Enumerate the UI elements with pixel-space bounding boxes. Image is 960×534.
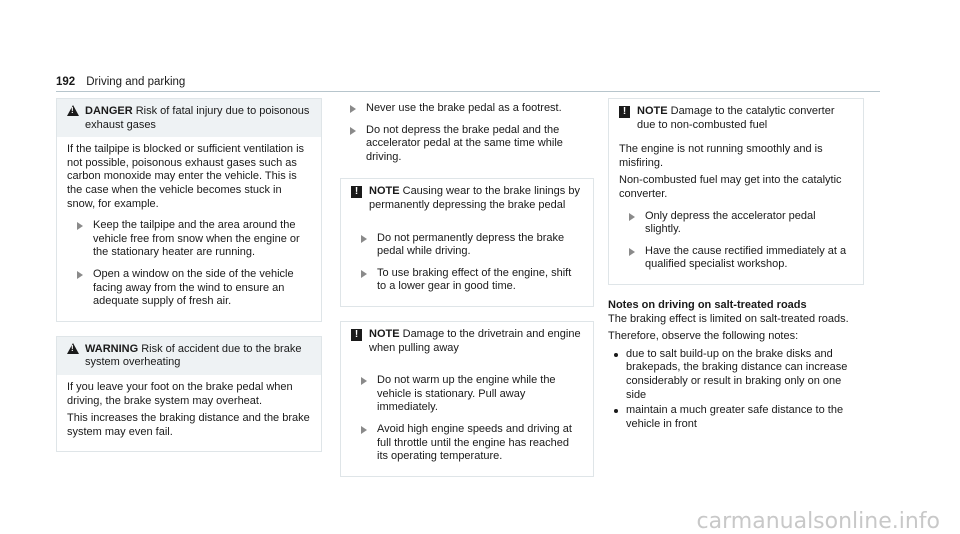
column-right [608, 98, 864, 433]
step-arrow-icon [77, 222, 83, 230]
warning-triangle-icon [67, 105, 79, 121]
note-drivetrain-label: NOTE [369, 327, 400, 340]
page-header [56, 76, 880, 90]
header-divider [56, 91, 880, 92]
danger-label: DANGER [85, 105, 133, 117]
warning-body-1: If you leave your foot on the brake pedal when driving, the brake system may overheat. [67, 380, 293, 407]
step-arrow-icon [361, 426, 367, 434]
note-catalytic-step-2: Have the cause rectified immediately at a qualified specialist workshop. [619, 245, 853, 272]
warning-triangle-icon [67, 343, 79, 359]
step-arrow-icon [629, 248, 635, 256]
step-arrow-icon [350, 105, 356, 113]
note-catalytic-body-2: Non-combusted fuel may get into the catalytic converter. [619, 174, 842, 200]
exclamation-note-icon: ! [351, 185, 362, 199]
danger-title: Risk of fatal injury due to poisonous exhaust gases [85, 105, 310, 131]
step-arrow-icon [361, 270, 367, 278]
list-item: maintain a much greater safe distance to the vehicle in front [608, 404, 864, 431]
note-brake-label: NOTE [369, 185, 400, 198]
note-catalytic-body-1: The engine is not running smoothly and is misfiring. [619, 143, 823, 169]
note-catalytic-box [608, 98, 864, 285]
danger-body: If the tailpipe is blocked or sufficient ventilation is not possible, poisonous exhaust gases such as carbon monoxide may enter the vehicle. This is the case when the vehicle becomes stuck in snow, for example. [67, 143, 305, 210]
note-catalytic-title: Damage to the catalytic converter due to non-combusted fuel [637, 105, 835, 131]
note-brake-box [340, 178, 594, 307]
step-arrow-icon [361, 235, 367, 243]
warning-box [56, 336, 322, 453]
note-drivetrain-title: Damage to the drivetrain and engine when pulling away [369, 327, 581, 354]
footrest-step: Never use the brake pedal as a footrest. [340, 102, 594, 116]
watermark: carmanualsonline.info [696, 509, 940, 534]
note-drivetrain-header [341, 322, 593, 360]
warning-label: WARNING [85, 342, 139, 355]
note-brake-step-2: To use braking effect of the engine, shift to a lower gear in good time. [351, 267, 583, 294]
salt-section-lead: Therefore, observe the following notes: [608, 330, 799, 343]
bullet-dot-icon [614, 353, 618, 357]
column-left [56, 98, 322, 466]
note-brake-header [341, 179, 593, 217]
note-catalytic-step-1: Only depress the accelerator pedal slightly. [619, 210, 853, 237]
exclamation-note-icon: ! [351, 328, 362, 342]
salt-section [608, 299, 864, 431]
salt-section-title: Notes on driving on salt-treated roads [608, 298, 807, 311]
exclamation-note-icon: ! [619, 105, 630, 119]
column-middle [340, 98, 594, 491]
step-arrow-icon [77, 271, 83, 279]
note-brake-title: Causing wear to the brake linings by permanently depressing the brake pedal [369, 185, 580, 211]
note-drivetrain-box [340, 321, 594, 477]
danger-box-header [57, 99, 321, 137]
danger-step-1: Keep the tailpipe and the area around the vehicle free from snow when the engine or the stationary heater are running. [67, 219, 311, 260]
pedals-step: Do not depress the brake pedal and the accelerator pedal at the same time while driving. [340, 124, 594, 165]
note-catalytic-label: NOTE [637, 105, 668, 117]
warning-box-header [57, 337, 321, 375]
danger-step-2: Open a window on the side of the vehicle facing away from the wind to ensure an adequate supply of fresh air. [67, 268, 311, 309]
list-item: due to salt build-up on the brake disks and brakepads, the braking distance can increase considerably or result in braking only on one side [608, 348, 864, 402]
note-drivetrain-step-1: Do not warm up the engine while the vehicle is stationary. Pull away immediately. [351, 374, 583, 415]
step-arrow-icon [361, 377, 367, 385]
warning-body-2: This increases the braking distance and the brake system may even fail. [67, 412, 310, 438]
step-arrow-icon [629, 213, 635, 221]
salt-section-intro: The braking effect is limited on salt-treated roads. [608, 312, 849, 325]
page-section-title: Driving and parking [86, 76, 186, 88]
note-drivetrain-step-2: Avoid high engine speeds and driving at full throttle until the engine has reached its operating temperature. [351, 423, 583, 464]
bullet-dot-icon [614, 409, 618, 413]
note-catalytic-header [609, 99, 863, 137]
note-brake-step-1: Do not permanently depress the brake pedal while driving. [351, 232, 583, 259]
warning-title: Risk of accident due to the brake system overheating [85, 342, 302, 369]
page-number: 192 [56, 76, 76, 88]
danger-box [56, 98, 322, 322]
step-arrow-icon [350, 127, 356, 135]
